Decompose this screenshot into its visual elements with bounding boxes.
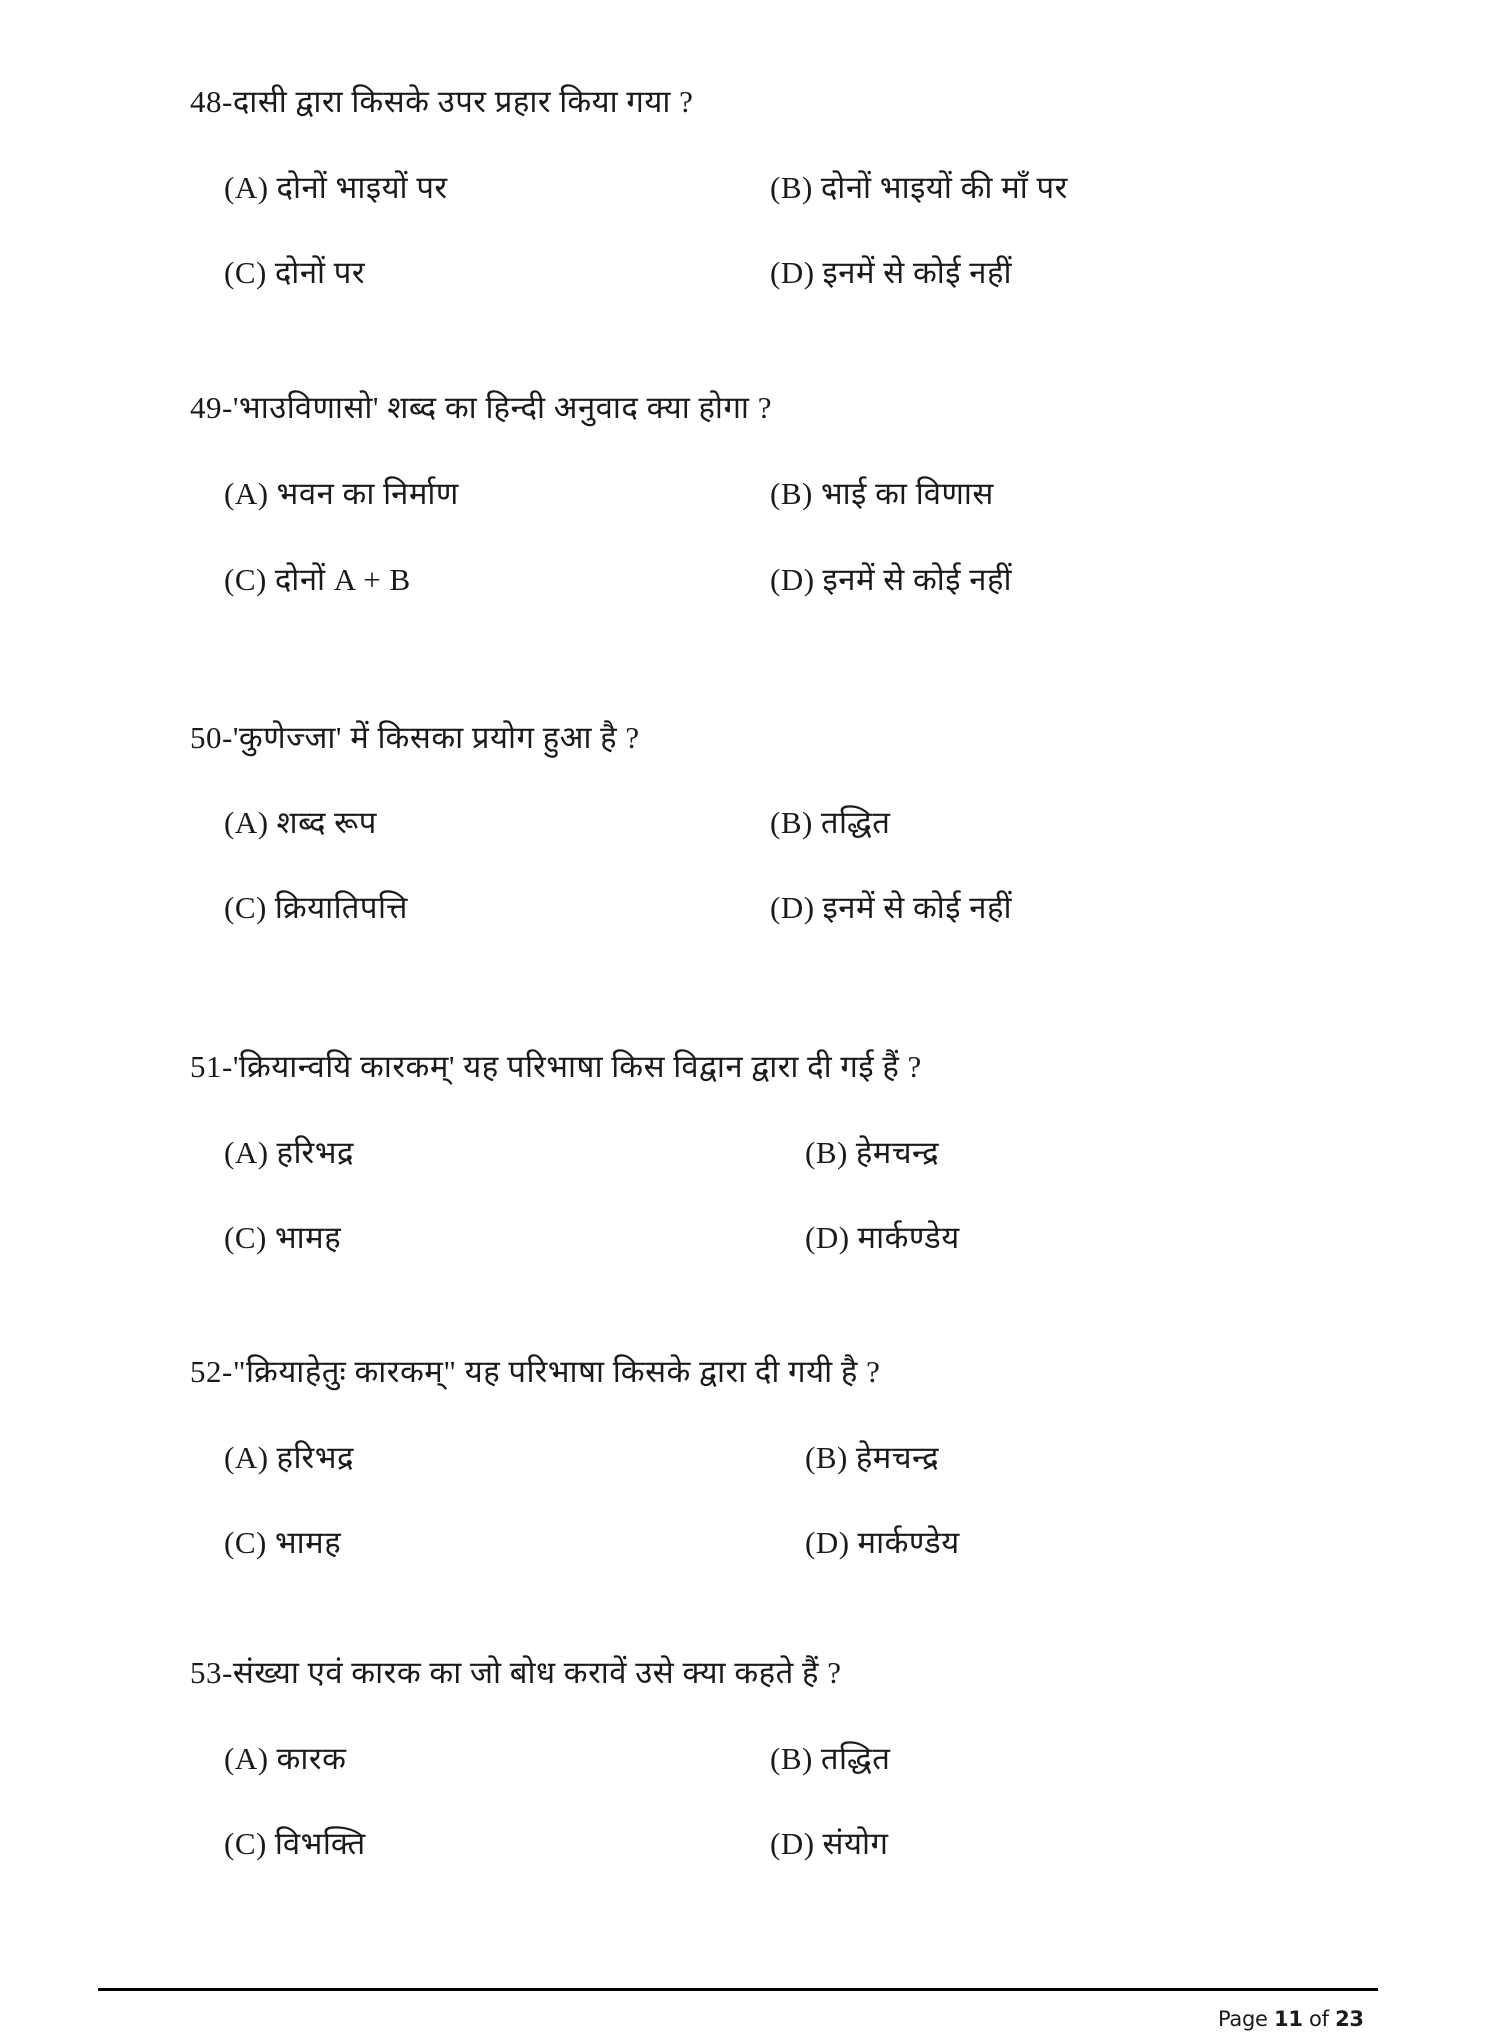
option-c[interactable] [224, 560, 411, 600]
option-d[interactable] [770, 1824, 888, 1864]
option-text: विभक्ति [274, 1826, 366, 1861]
option-key: (D) [770, 890, 815, 925]
option-b[interactable] [770, 803, 890, 843]
option-key: (B) [805, 1440, 848, 1475]
option-d[interactable] [770, 560, 1012, 600]
option-key: (C) [224, 890, 267, 925]
question-body: संख्या एवं कारक का जो बोध करावें उसे क्या कहते हैं ? [232, 1655, 842, 1690]
question-text [190, 718, 640, 758]
page-label: Page [1218, 2007, 1268, 2031]
option-text: शब्द रूप [276, 805, 377, 840]
option-text: कारक [276, 1741, 347, 1776]
option-key: (A) [224, 1135, 269, 1170]
question-number: 49- [190, 390, 233, 425]
option-key: (D) [805, 1525, 850, 1560]
option-text: तद्धित [820, 805, 891, 840]
question-body: दासी द्वारा किसके उपर प्रहार किया गया ? [232, 84, 694, 119]
option-key: (B) [805, 1135, 848, 1170]
option-text: भाई का विणास [820, 476, 994, 511]
option-b[interactable] [805, 1438, 939, 1478]
option-d[interactable] [805, 1523, 960, 1563]
option-key: (C) [224, 1525, 267, 1560]
option-a[interactable] [224, 803, 377, 843]
option-text: हरिभद्र [276, 1440, 354, 1475]
option-a[interactable] [224, 1133, 354, 1173]
option-key: (B) [770, 476, 813, 511]
question-text [190, 388, 772, 428]
footer-divider [98, 1988, 1378, 1991]
option-key: (B) [770, 170, 813, 205]
option-d[interactable] [805, 1218, 960, 1258]
option-text: दोनों भाइयों की माँ पर [820, 170, 1068, 205]
question-number: 48- [190, 84, 233, 119]
option-a[interactable] [224, 1438, 354, 1478]
option-b[interactable] [770, 1739, 890, 1779]
question-text [190, 82, 693, 122]
of-label: of [1309, 2007, 1329, 2031]
option-text: भवन का निर्माण [276, 476, 459, 511]
option-text: इनमें से कोई नहीं [822, 255, 1012, 290]
option-key: (A) [224, 476, 269, 511]
option-c[interactable] [224, 1523, 341, 1563]
question-text [190, 1047, 922, 1087]
option-text: मार्कण्डेय [857, 1220, 960, 1255]
question-number: 53- [190, 1655, 233, 1690]
option-key: (A) [224, 805, 269, 840]
option-b[interactable] [805, 1133, 939, 1173]
option-key: (D) [770, 562, 815, 597]
option-b[interactable] [770, 474, 994, 514]
option-text: भामह [274, 1525, 342, 1560]
option-text: दोनों भाइयों पर [276, 170, 448, 205]
option-text: हेमचन्द्र [855, 1440, 940, 1475]
option-key: (A) [224, 1440, 269, 1475]
page-number [1218, 2004, 1364, 2034]
option-a[interactable] [224, 474, 459, 514]
option-c[interactable] [224, 253, 365, 293]
question-body: 'कुणेज्जा' में किसका प्रयोग हुआ है ? [232, 720, 640, 755]
question-number: 51- [190, 1049, 233, 1084]
option-text: हरिभद्र [276, 1135, 354, 1170]
option-key: (D) [770, 1826, 815, 1861]
option-c[interactable] [224, 1218, 341, 1258]
option-key: (A) [224, 1741, 269, 1776]
option-key: (C) [224, 1826, 267, 1861]
option-key: (B) [770, 1741, 813, 1776]
question-text [190, 1352, 880, 1392]
option-text: इनमें से कोई नहीं [822, 562, 1012, 597]
question-text [190, 1653, 842, 1693]
option-c[interactable] [224, 1824, 366, 1864]
question-number: 52- [190, 1354, 233, 1389]
option-d[interactable] [770, 888, 1012, 928]
total-pages: 23 [1335, 2007, 1364, 2031]
option-b[interactable] [770, 168, 1068, 208]
option-text: दोनों A + B [274, 562, 411, 597]
option-text: क्रियातिपत्ति [274, 890, 408, 925]
option-text: इनमें से कोई नहीं [822, 890, 1012, 925]
current-page: 11 [1274, 2007, 1303, 2031]
option-c[interactable] [224, 888, 408, 928]
option-text: दोनों पर [274, 255, 366, 290]
option-key: (A) [224, 170, 269, 205]
option-d[interactable] [770, 253, 1012, 293]
option-a[interactable] [224, 1739, 346, 1779]
question-body: "क्रियाहेतुः कारकम्" यह परिभाषा किसके द्वारा दी गयी है ? [232, 1354, 881, 1389]
option-key: (B) [770, 805, 813, 840]
option-key: (D) [805, 1220, 850, 1255]
option-key: (C) [224, 1220, 267, 1255]
option-text: मार्कण्डेय [857, 1525, 960, 1560]
option-key: (C) [224, 255, 267, 290]
question-number: 50- [190, 720, 233, 755]
option-a[interactable] [224, 168, 448, 208]
option-text: हेमचन्द्र [855, 1135, 940, 1170]
option-text: संयोग [822, 1826, 889, 1861]
option-key: (D) [770, 255, 815, 290]
question-body: 'क्रियान्वयि कारकम्' यह परिभाषा किस विद्वान द्वारा दी गई हैं ? [232, 1049, 922, 1084]
question-body: 'भाउविणासो' शब्द का हिन्दी अनुवाद क्या होगा ? [232, 390, 772, 425]
option-key: (C) [224, 562, 267, 597]
option-text: भामह [274, 1220, 342, 1255]
option-text: तद्धित [820, 1741, 891, 1776]
